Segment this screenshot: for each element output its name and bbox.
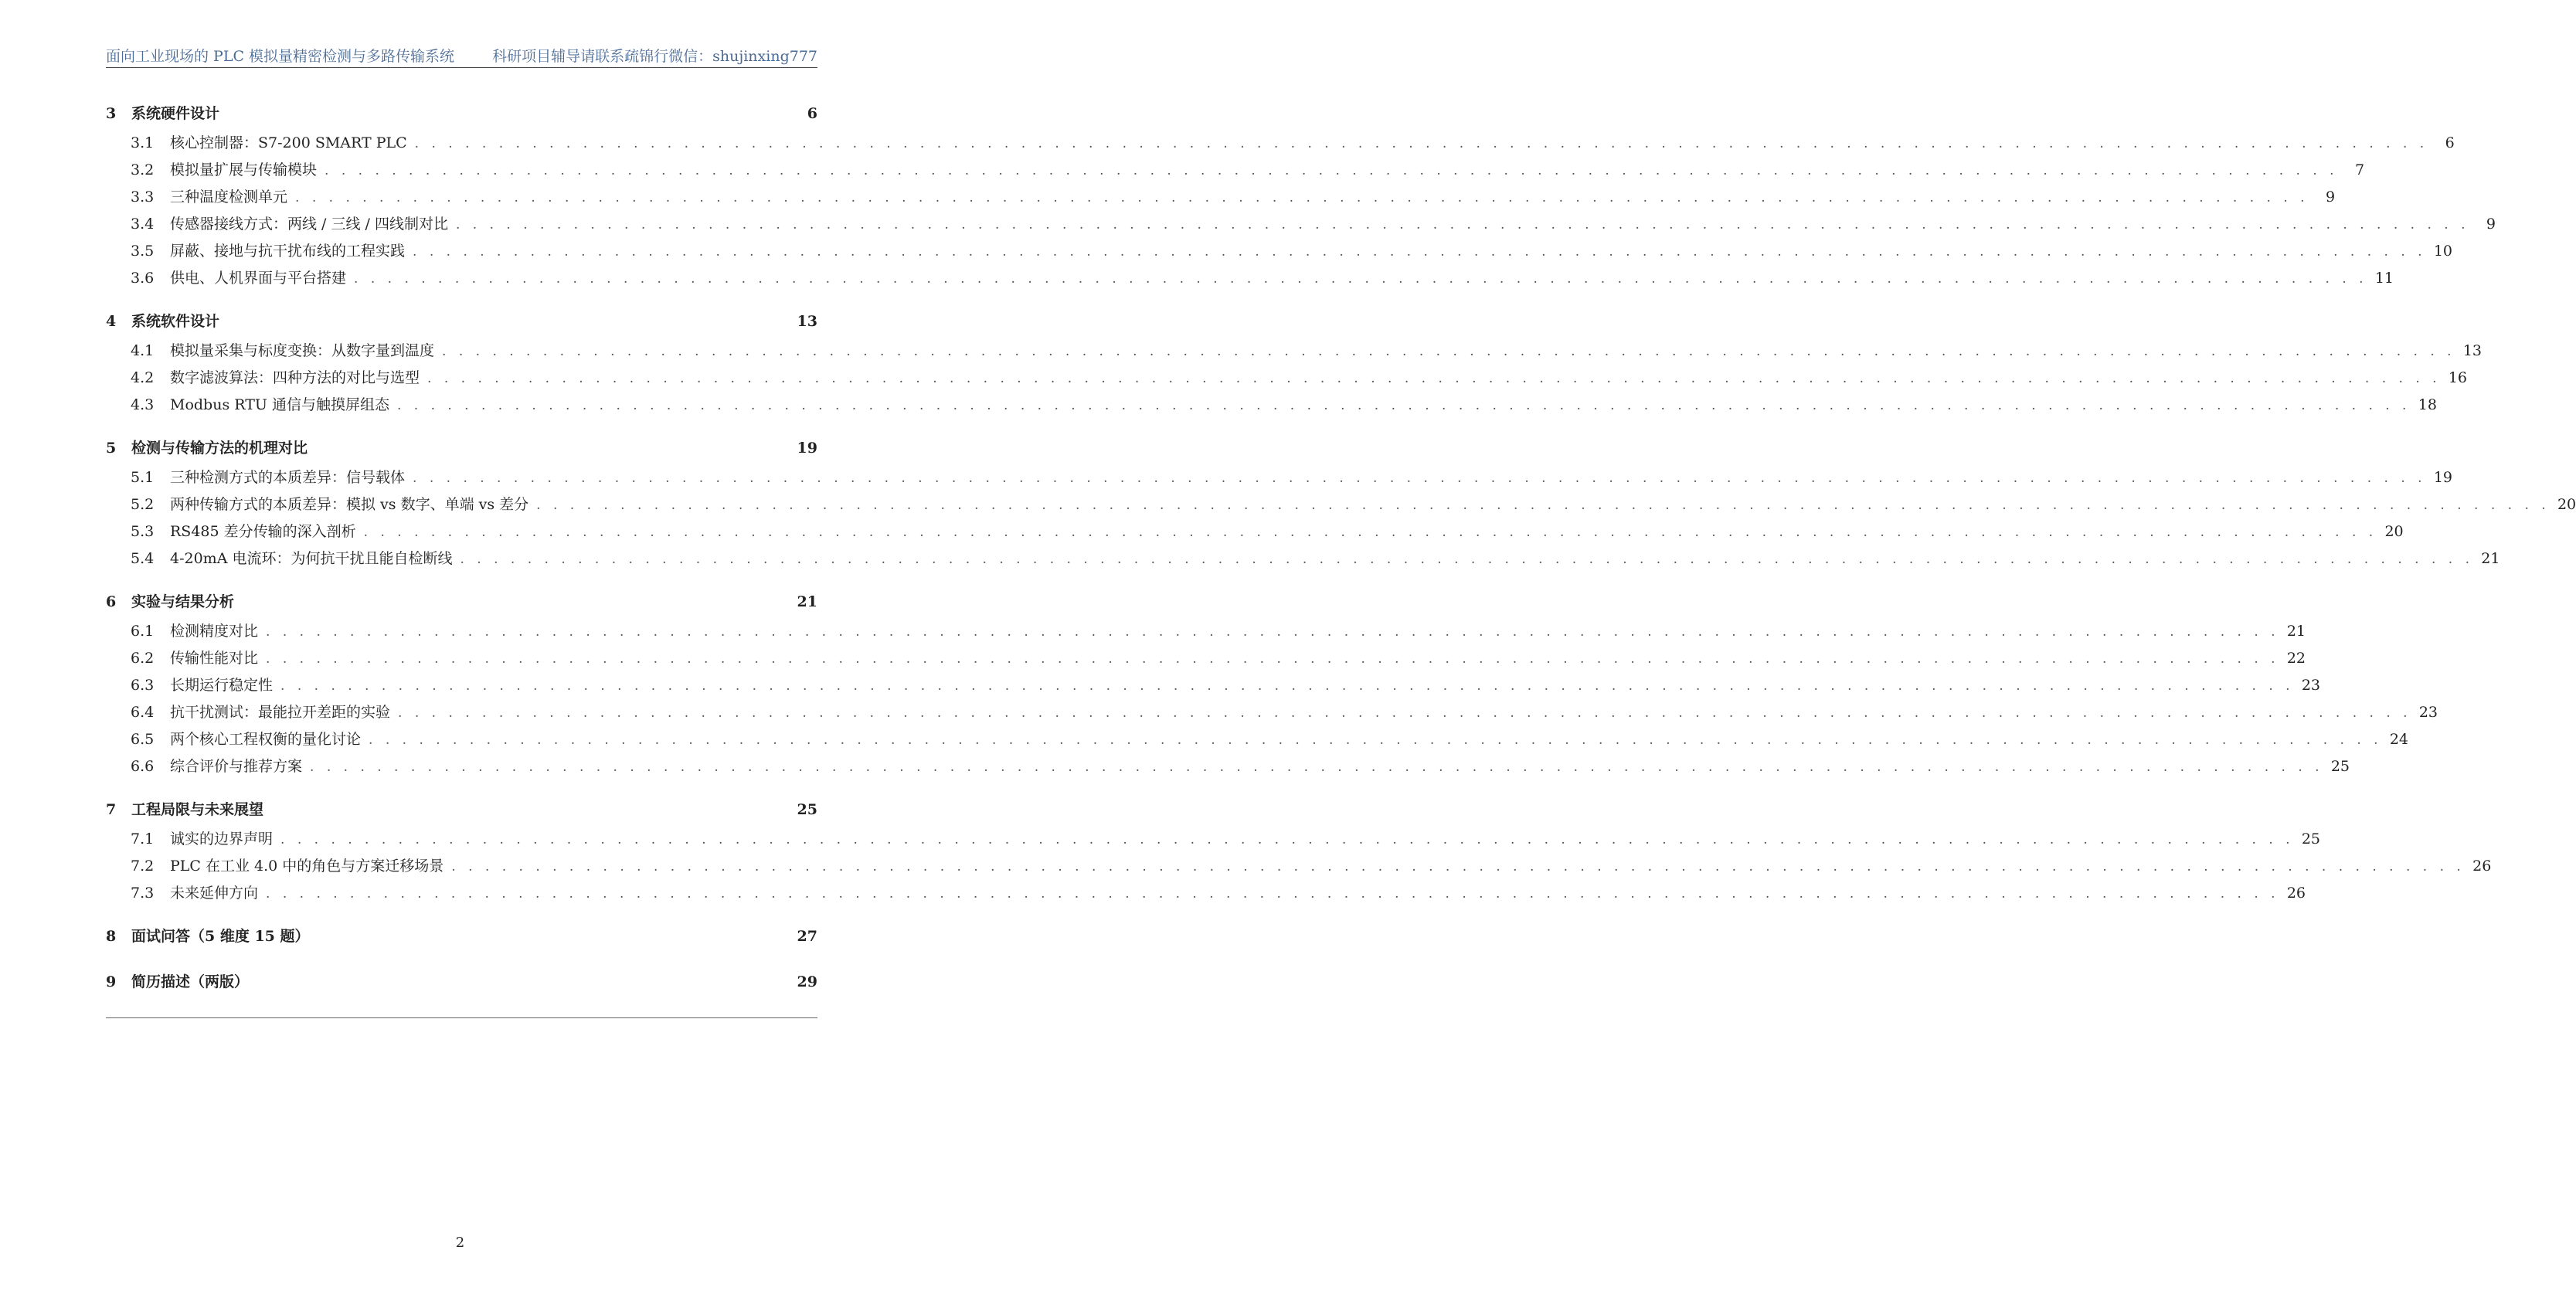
dot-leader: . . . . . . . . . . . . . . . . . . . . . . . . . . . . . . . . . . . . . . . . . . . . . . . . . . . . . . . . . . . . . . . . . . . . . . . . . . . . . . . . . . . . . . . . . . . . . . . . . . . . . . . . . . . . . . . . . . . . . . . . xyxy=(369,732,2383,748)
subsection-number: 6.3 xyxy=(131,677,155,694)
subsection-title: 数字滤波算法：四种方法的对比与选型 xyxy=(170,369,420,386)
section-title: 检测与传输方法的机理对比 xyxy=(131,440,308,457)
dot-leader: . . . . . . . . . . . . . . . . . . . . . . . . . . . . . . . . . . . . . . . . . . . . . . . . . . . . . . . . . . . . . . . . . . . . . . . . . . . . . . . . . . . . . . . . . . . . . . . . . . . . . . . . . . . . . . . . . . . . . . . . xyxy=(460,552,2474,567)
header-contact: 科研项目辅导请联系疏锦行微信：shujinxing777 xyxy=(492,48,817,65)
subsection-page-number: 20 xyxy=(2384,523,2404,540)
subsection-page-number: 25 xyxy=(2330,758,2350,775)
toc-entry-subsection[interactable] xyxy=(106,393,2437,420)
section-number: 6 xyxy=(106,593,117,610)
subsection-title: 长期运行稳定性 xyxy=(170,677,274,694)
toc-entry-subsection[interactable] xyxy=(106,185,2336,212)
subsection-number: 5.1 xyxy=(131,469,155,486)
toc-entry-subsection[interactable] xyxy=(106,131,2455,158)
subsection-title: 屏蔽、接地与抗干扰布线的工程实践 xyxy=(170,243,406,260)
section-number: 3 xyxy=(106,105,117,122)
toc-entry-subsection[interactable] xyxy=(106,827,2321,854)
toc-section-4 xyxy=(106,310,2483,420)
subsection-page-number: 19 xyxy=(2433,469,2453,486)
subsection-page-number: 6 xyxy=(2445,134,2455,151)
toc-entry-subsection[interactable] xyxy=(106,466,2453,493)
subsection-title: 诚实的边界声明 xyxy=(170,831,274,848)
dot-leader: . . . . . . . . . . . . . . . . . . . . . . . . . . . . . . . . . . . . . . . . . . . . . . . . . . . . . . . . . . . . . . . . . . . . . . . . . . . . . . . . . . . . . . . . . . . . . . . . . . . . . . . . . . . . . . . . . . . . . . . . xyxy=(455,217,2469,233)
subsection-page-number: 21 xyxy=(2481,550,2500,567)
subsection-number: 6.4 xyxy=(131,704,155,721)
section-number: 4 xyxy=(106,313,117,330)
toc-entry-subsection[interactable] xyxy=(106,547,2500,574)
dot-leader: . . . . . . . . . . . . . . . . . . . . . . . . . . . . . . . . . . . . . . . . . . . . . . . . . . . . . . . . . . . . . . . . . . . . . . . . . . . . . . . . . . . . . . . . . . . . . . . . . . . . . . . . . . . . . . . . . . . . . . . . xyxy=(280,832,2295,848)
subsection-page-number: 16 xyxy=(2448,369,2468,386)
section-number: 7 xyxy=(106,801,117,818)
toc-entry-subsection[interactable] xyxy=(106,239,2453,267)
subsection-number: 7.1 xyxy=(131,831,155,848)
subsection-number: 3.4 xyxy=(131,216,155,233)
toc-entry-subsection[interactable] xyxy=(106,366,2468,393)
subsection-page-number: 26 xyxy=(2472,858,2492,875)
toc-section-5 xyxy=(106,436,2576,574)
dot-leader: . . . . . . . . . . . . . . . . . . . . . . . . . . . . . . . . . . . . . . . . . . . . . . . . . . . . . . . . . . . . . . . . . . . . . . . . . . . . . . . . . . . . . . . . . . . . . . . . . . . . . . . . . . . . . . . . . . . . . . . . xyxy=(266,651,2280,667)
subsection-number: 7.3 xyxy=(131,885,155,902)
subsection-title: 传输性能对比 xyxy=(170,650,259,667)
dot-leader: . . . . . . . . . . . . . . . . . . . . . . . . . . . . . . . . . . . . . . . . . . . . . . . . . . . . . . . . . . . . . . . . . . . . . . . . . . . . . . . . . . . . . . . . . . . . . . . . . . . . . . . . . . . . . . . . . . . . . . . . xyxy=(536,498,2551,513)
dot-leader: . . . . . . . . . . . . . . . . . . . . . . . . . . . . . . . . . . . . . . . . . . . . . . . . . . . . . . . . . . . . . . . . . . . . . . . . . . . . . . . . . . . . . . . . . . . . . . . . . . . . . . . . . . . . . . . . . . . . . . . . xyxy=(280,678,2295,694)
subsection-title: PLC 在工业 4.0 中的角色与方案迁移场景 xyxy=(170,858,444,875)
toc-section-8 xyxy=(106,925,817,954)
subsection-page-number: 22 xyxy=(2286,650,2306,667)
subsection-page-number: 23 xyxy=(2418,704,2438,721)
dot-leader: . . . . . . . . . . . . . . . . . . . . . . . . . . . . . . . . . . . . . . . . . . . . . . . . . . . . . . . . . . . . . . . . . . . . . . . . . . . . . . . . . . . . . . . . . . . . . . . . . . . . . . . . . . . . . . . . . . . . . . . . xyxy=(396,398,2411,413)
subsection-number: 6.2 xyxy=(131,650,155,667)
section-title: 实验与结果分析 xyxy=(131,593,235,610)
dot-leader: . . . . . . . . . . . . . . . . . . . . . . . . . . . . . . . . . . . . . . . . . . . . . . . . . . . . . . . . . . . . . . . . . . . . . . . . . . . . . . . . . . . . . . . . . . . . . . . . . . . . . . . . . . . . . . . . . . . . . . . . xyxy=(266,886,2280,902)
subsection-title: 三种检测方式的本质差异：信号载体 xyxy=(170,469,406,486)
toc-entry-subsection[interactable] xyxy=(106,520,2404,547)
page-number: 2 xyxy=(455,1235,465,1251)
subsection-title: 两个核心工程权衡的量化讨论 xyxy=(170,731,362,748)
subsection-page-number: 11 xyxy=(2374,270,2394,287)
subsection-title: 4-20mA 电流环：为何抗干扰且能自检断线 xyxy=(170,550,453,567)
section-page-number: 25 xyxy=(797,801,817,818)
toc-entry-subsection[interactable] xyxy=(106,755,2350,782)
section-number: 5 xyxy=(106,440,117,457)
dot-leader: . . . . . . . . . . . . . . . . . . . . . . . . . . . . . . . . . . . . . . . . . . . . . . . . . . . . . . . . . . . . . . . . . . . . . . . . . . . . . . . . . . . . . . . . . . . . . . . . . . . . . . . . . . . . . . . . . . . . . . . . xyxy=(398,705,2412,721)
toc-entry-subsection[interactable] xyxy=(106,728,2409,755)
subsection-number: 7.2 xyxy=(131,858,155,875)
subsection-number: 3.3 xyxy=(131,189,155,206)
section-page-number: 13 xyxy=(797,313,817,330)
section-page-number: 29 xyxy=(797,973,817,990)
section-title: 简历描述（两版） xyxy=(131,973,250,990)
subsection-title: 供电、人机界面与平台搭建 xyxy=(170,270,347,287)
subsection-number: 4.1 xyxy=(131,342,155,359)
dot-leader: . . . . . . . . . . . . . . . . . . . . . . . . . . . . . . . . . . . . . . . . . . . . . . . . . . . . . . . . . . . . . . . . . . . . . . . . . . . . . . . . . . . . . . . . . . . . . . . . . . . . . . . . . . . . . . . . . . . . . . . . xyxy=(354,271,2368,287)
subsection-title: 未来延伸方向 xyxy=(170,885,259,902)
subsection-page-number: 9 xyxy=(2325,189,2336,206)
section-number: 8 xyxy=(106,928,117,945)
subsection-title: 两种传输方式的本质差异：模拟 vs 数字、单端 vs 差分 xyxy=(170,496,529,513)
subsection-number: 6.6 xyxy=(131,758,155,775)
toc-entry-subsection[interactable] xyxy=(106,493,2576,520)
subsection-page-number: 24 xyxy=(2389,731,2409,748)
toc-entry-section[interactable] xyxy=(106,925,817,954)
dot-leader: . . . . . . . . . . . . . . . . . . . . . . . . . . . . . . . . . . . . . . . . . . . . . . . . . . . . . . . . . . . . . . . . . . . . . . . . . . . . . . . . . . . . . . . . . . . . . . . . . . . . . . . . . . . . . . . . . . . . . . . . xyxy=(414,136,2428,151)
subsection-number: 5.3 xyxy=(131,523,155,540)
subsection-number: 3.5 xyxy=(131,243,155,260)
dot-leader: . . . . . . . . . . . . . . . . . . . . . . . . . . . . . . . . . . . . . . . . . . . . . . . . . . . . . . . . . . . . . . . . . . . . . . . . . . . . . . . . . . . . . . . . . . . . . . . . . . . . . . . . . . . . . . . . . . . . . . . . xyxy=(295,190,2309,206)
section-title: 系统软件设计 xyxy=(131,313,220,330)
toc-entry-section[interactable] xyxy=(106,590,817,620)
toc-entry-subsection[interactable] xyxy=(106,881,2306,909)
toc-section-3 xyxy=(106,102,2496,294)
subsection-page-number: 23 xyxy=(2301,677,2321,694)
subsection-number: 4.2 xyxy=(131,369,155,386)
toc-entry-subsection[interactable] xyxy=(106,854,2492,881)
toc-entry-subsection[interactable] xyxy=(106,158,2365,185)
subsection-title: 模拟量扩展与传输模块 xyxy=(170,161,318,178)
toc-section-6 xyxy=(106,590,2438,782)
subsection-page-number: 9 xyxy=(2486,216,2496,233)
subsection-number: 4.3 xyxy=(131,396,155,413)
subsection-number: 5.2 xyxy=(131,496,155,513)
subsection-title: RS485 差分传输的深入剖析 xyxy=(170,523,356,540)
subsection-page-number: 7 xyxy=(2354,161,2365,178)
toc-section-9 xyxy=(106,970,817,1000)
section-number: 9 xyxy=(106,973,117,990)
subsection-title: Modbus RTU 通信与触摸屏组态 xyxy=(170,396,389,413)
subsection-title: 传感器接线方式：两线 / 三线 / 四线制对比 xyxy=(170,216,448,233)
subsection-title: 三种温度检测单元 xyxy=(170,189,288,206)
dot-leader: . . . . . . . . . . . . . . . . . . . . . . . . . . . . . . . . . . . . . . . . . . . . . . . . . . . . . . . . . . . . . . . . . . . . . . . . . . . . . . . . . . . . . . . . . . . . . . . . . . . . . . . . . . . . . . . . . . . . . . . . xyxy=(363,525,2377,540)
toc-bottom-rule xyxy=(106,1017,817,1018)
dot-leader: . . . . . . . . . . . . . . . . . . . . . . . . . . . . . . . . . . . . . . . . . . . . . . . . . . . . . . . . . . . . . . . . . . . . . . . . . . . . . . . . . . . . . . . . . . . . . . . . . . . . . . . . . . . . . . . . . . . . . . . . xyxy=(413,244,2427,260)
subsection-number: 5.4 xyxy=(131,550,155,567)
toc-entry-section[interactable] xyxy=(106,970,817,1000)
toc-entry-section[interactable] xyxy=(106,798,817,827)
subsection-page-number: 21 xyxy=(2286,623,2306,640)
subsection-page-number: 18 xyxy=(2418,396,2437,413)
subsection-number: 3.6 xyxy=(131,270,155,287)
dot-leader: . . . . . . . . . . . . . . . . . . . . . . . . . . . . . . . . . . . . . . . . . . . . . . . . . . . . . . . . . . . . . . . . . . . . . . . . . . . . . . . . . . . . . . . . . . . . . . . . . . . . . . . . . . . . . . . . . . . . . . . . xyxy=(310,759,2324,775)
subsection-title: 模拟量采集与标度变换：从数字量到温度 xyxy=(170,342,435,359)
section-page-number: 21 xyxy=(797,593,817,610)
toc-entry-subsection[interactable] xyxy=(106,647,2306,674)
dot-leader: . . . . . . . . . . . . . . . . . . . . . . . . . . . . . . . . . . . . . . . . . . . . . . . . . . . . . . . . . . . . . . . . . . . . . . . . . . . . . . . . . . . . . . . . . . . . . . . . . . . . . . . . . . . . . . . . . . . . . . . . xyxy=(427,371,2442,386)
toc-section-7 xyxy=(106,798,2492,909)
dot-leader: . . . . . . . . . . . . . . . . . . . . . . . . . . . . . . . . . . . . . . . . . . . . . . . . . . . . . . . . . . . . . . . . . . . . . . . . . . . . . . . . . . . . . . . . . . . . . . . . . . . . . . . . . . . . . . . . . . . . . . . . xyxy=(325,163,2339,178)
section-page-number: 27 xyxy=(797,928,817,945)
subsection-title: 综合评价与推荐方案 xyxy=(170,758,303,775)
section-title: 面试问答（5 维度 15 题） xyxy=(131,928,310,945)
subsection-number: 6.5 xyxy=(131,731,155,748)
subsection-page-number: 13 xyxy=(2462,342,2483,359)
subsection-title: 抗干扰测试：最能拉开差距的实验 xyxy=(170,704,391,721)
subsection-page-number: 20 xyxy=(2557,496,2576,513)
toc-entry-subsection[interactable] xyxy=(106,620,2306,647)
dot-leader: . . . . . . . . . . . . . . . . . . . . . . . . . . . . . . . . . . . . . . . . . . . . . . . . . . . . . . . . . . . . . . . . . . . . . . . . . . . . . . . . . . . . . . . . . . . . . . . . . . . . . . . . . . . . . . . . . . . . . . . . xyxy=(413,470,2427,486)
toc-entry-section[interactable] xyxy=(106,102,817,131)
subsection-title: 检测精度对比 xyxy=(170,623,259,640)
toc-entry-section[interactable] xyxy=(106,436,817,466)
dot-leader: . . . . . . . . . . . . . . . . . . . . . . . . . . . . . . . . . . . . . . . . . . . . . . . . . . . . . . . . . . . . . . . . . . . . . . . . . . . . . . . . . . . . . . . . . . . . . . . . . . . . . . . . . . . . . . . . . . . . . . . . xyxy=(266,624,2280,640)
toc-entry-subsection[interactable] xyxy=(106,674,2321,701)
subsection-page-number: 26 xyxy=(2286,885,2306,902)
subsection-page-number: 10 xyxy=(2433,243,2453,260)
dot-leader: . . . . . . . . . . . . . . . . . . . . . . . . . . . . . . . . . . . . . . . . . . . . . . . . . . . . . . . . . . . . . . . . . . . . . . . . . . . . . . . . . . . . . . . . . . . . . . . . . . . . . . . . . . . . . . . . . . . . . . . . xyxy=(451,859,2466,875)
subsection-title: 核心控制器：S7-200 SMART PLC xyxy=(170,134,407,151)
header-title: 面向工业现场的 PLC 模拟量精密检测与多路传输系统 xyxy=(106,48,455,65)
toc-entry-subsection[interactable] xyxy=(106,339,2483,366)
toc-entry-subsection[interactable] xyxy=(106,212,2496,239)
subsection-number: 3.1 xyxy=(131,134,155,151)
subsection-number: 3.2 xyxy=(131,161,155,178)
section-title: 工程局限与未来展望 xyxy=(131,801,264,818)
toc-entry-subsection[interactable] xyxy=(106,267,2394,294)
toc-entry-section[interactable] xyxy=(106,310,817,339)
section-title: 系统硬件设计 xyxy=(131,105,220,122)
running-header xyxy=(106,45,817,68)
table-of-contents xyxy=(106,102,2576,1016)
subsection-page-number: 25 xyxy=(2301,831,2321,848)
toc-entry-subsection[interactable] xyxy=(106,701,2438,728)
subsection-number: 6.1 xyxy=(131,623,155,640)
dot-leader: . . . . . . . . . . . . . . . . . . . . . . . . . . . . . . . . . . . . . . . . . . . . . . . . . . . . . . . . . . . . . . . . . . . . . . . . . . . . . . . . . . . . . . . . . . . . . . . . . . . . . . . . . . . . . . . . . . . . . . . . xyxy=(442,344,2456,359)
section-page-number: 6 xyxy=(807,105,817,122)
section-page-number: 19 xyxy=(797,440,817,457)
